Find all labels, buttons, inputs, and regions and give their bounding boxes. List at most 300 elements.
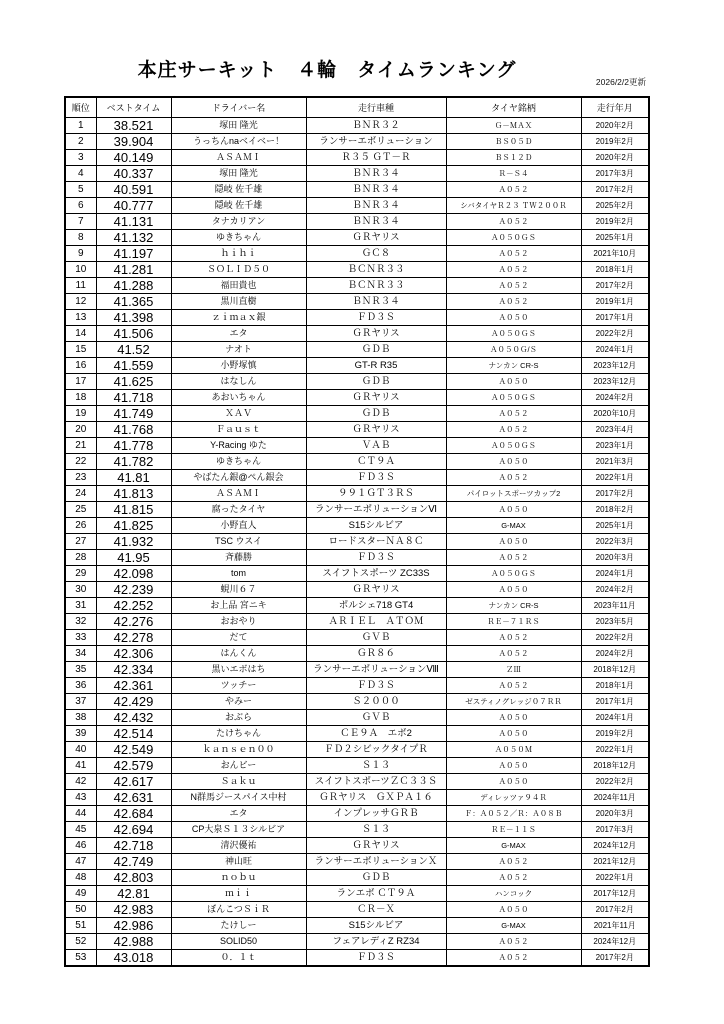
table-row xyxy=(65,678,649,694)
date-cell: 2024年12月 xyxy=(581,838,649,854)
car-cell: ＢＮＲ３４ xyxy=(306,294,446,310)
document-header xyxy=(64,56,648,92)
tire-cell: Ａ０５２ xyxy=(446,294,581,310)
tire-cell: Ａ０５０ xyxy=(446,902,581,918)
time-cell: 39.904 xyxy=(96,134,171,150)
tire-cell: ナンカン CR-S xyxy=(446,358,581,374)
time-cell: 42.549 xyxy=(96,742,171,758)
time-cell: 41.132 xyxy=(96,230,171,246)
table-row xyxy=(65,454,649,470)
time-cell: 41.506 xyxy=(96,326,171,342)
date-cell: 2021年12月 xyxy=(581,854,649,870)
date-cell: 2024年11月 xyxy=(581,790,649,806)
rank-cell: 37 xyxy=(65,694,96,710)
tire-cell: ＲＥ－１１Ｓ xyxy=(446,822,581,838)
time-cell: 41.288 xyxy=(96,278,171,294)
date-cell: 2019年1月 xyxy=(581,294,649,310)
time-cell: 41.625 xyxy=(96,374,171,390)
driver-cell: ｚｉｍａｘ銀 xyxy=(171,310,306,326)
date-cell: 2021年11月 xyxy=(581,918,649,934)
tire-cell: Ａ０５０ xyxy=(446,534,581,550)
tire-cell: Ａ０５０ xyxy=(446,710,581,726)
table-row xyxy=(65,166,649,182)
time-cell: 41.813 xyxy=(96,486,171,502)
driver-cell: ぼんこつＳｉＲ xyxy=(171,902,306,918)
driver-cell: 蜆川６７ xyxy=(171,582,306,598)
rank-cell: 35 xyxy=(65,662,96,678)
time-cell: 41.81 xyxy=(96,470,171,486)
time-cell: 41.718 xyxy=(96,390,171,406)
rank-cell: 22 xyxy=(65,454,96,470)
rank-cell: 17 xyxy=(65,374,96,390)
driver-cell: 福田貴也 xyxy=(171,278,306,294)
car-cell: ランサーエボリューションＸ xyxy=(306,854,446,870)
rank-cell: 8 xyxy=(65,230,96,246)
driver-cell: 小野直人 xyxy=(171,518,306,534)
date-cell: 2022年2月 xyxy=(581,326,649,342)
tire-cell: Ａ０５２ xyxy=(446,950,581,967)
rank-cell: 14 xyxy=(65,326,96,342)
car-cell: ＢＣＮＲ３３ xyxy=(306,278,446,294)
tire-cell: Ａ０５２ xyxy=(446,470,581,486)
time-cell: 42.276 xyxy=(96,614,171,630)
date-cell: 2022年3月 xyxy=(581,534,649,550)
date-cell: 2020年2月 xyxy=(581,118,649,134)
rank-cell: 39 xyxy=(65,726,96,742)
driver-cell: ＸＡＶ xyxy=(171,406,306,422)
time-cell: 38.521 xyxy=(96,118,171,134)
tire-cell: Ａ０５２ xyxy=(446,422,581,438)
table-row xyxy=(65,950,649,967)
rank-cell: 51 xyxy=(65,918,96,934)
date-cell: 2024年2月 xyxy=(581,646,649,662)
car-cell: ＧＤＢ xyxy=(306,406,446,422)
rank-cell: 49 xyxy=(65,886,96,902)
tire-cell: Ａ０５２ xyxy=(446,278,581,294)
tire-cell: ナンカン CR-S xyxy=(446,598,581,614)
car-cell: スイフトスポーツ ZC33S xyxy=(306,566,446,582)
driver-cell: CP大泉Ｓ１３シルビア xyxy=(171,822,306,838)
tire-cell: Ａ０５０ＧＳ xyxy=(446,390,581,406)
car-cell: ＧＲヤリス xyxy=(306,582,446,598)
time-cell: 42.252 xyxy=(96,598,171,614)
page-title: 本庄サーキット ４輪 タイムランキング xyxy=(137,60,517,81)
table-row xyxy=(65,406,649,422)
time-cell: 42.803 xyxy=(96,870,171,886)
date-cell: 2017年3月 xyxy=(581,822,649,838)
column-header-driver: ドライバー名 xyxy=(171,97,306,118)
tire-cell: Ａ０５０ xyxy=(446,774,581,790)
date-cell: 2017年3月 xyxy=(581,166,649,182)
table-row xyxy=(65,198,649,214)
tire-cell: G-MAX xyxy=(446,918,581,934)
car-cell: ＦＤ３Ｓ xyxy=(306,470,446,486)
column-header-car: 走行車種 xyxy=(306,97,446,118)
driver-cell: ゆきちゃん xyxy=(171,230,306,246)
rank-cell: 34 xyxy=(65,646,96,662)
tire-cell: Ａ０５２ xyxy=(446,550,581,566)
car-cell: S15シルビア xyxy=(306,918,446,934)
car-cell: S15シルビア xyxy=(306,518,446,534)
driver-cell: SOLID50 xyxy=(171,934,306,950)
table-row xyxy=(65,486,649,502)
driver-cell: はなしん xyxy=(171,374,306,390)
date-cell: 2020年3月 xyxy=(581,806,649,822)
tire-cell: ＢＳ０５Ｄ xyxy=(446,134,581,150)
car-cell: ＦＤ３Ｓ xyxy=(306,550,446,566)
date-cell: 2024年1月 xyxy=(581,342,649,358)
tire-cell: Ａ０５２ xyxy=(446,182,581,198)
driver-cell: ＳＯＬＩＤ５０ xyxy=(171,262,306,278)
rank-cell: 43 xyxy=(65,790,96,806)
rank-cell: 53 xyxy=(65,950,96,967)
date-cell: 2023年12月 xyxy=(581,374,649,390)
table-row xyxy=(65,118,649,134)
driver-cell: TSC ウスイ xyxy=(171,534,306,550)
date-cell: 2023年1月 xyxy=(581,438,649,454)
table-row xyxy=(65,262,649,278)
car-cell: ＧＲヤリス xyxy=(306,230,446,246)
car-cell: Ｓ２０００ xyxy=(306,694,446,710)
rank-cell: 3 xyxy=(65,150,96,166)
date-cell: 2022年1月 xyxy=(581,870,649,886)
time-cell: 41.95 xyxy=(96,550,171,566)
date-cell: 2018年2月 xyxy=(581,502,649,518)
rank-cell: 7 xyxy=(65,214,96,230)
car-cell: インプレッサＧＲＢ xyxy=(306,806,446,822)
car-cell: Ｓ１３ xyxy=(306,822,446,838)
car-cell: ＧＲ８６ xyxy=(306,646,446,662)
table-row xyxy=(65,790,649,806)
car-cell: ＧＶＢ xyxy=(306,710,446,726)
table-row xyxy=(65,422,649,438)
table-row xyxy=(65,694,649,710)
time-cell: 42.239 xyxy=(96,582,171,598)
driver-cell: ｎｏｂｕ xyxy=(171,870,306,886)
table-row xyxy=(65,726,649,742)
date-cell: 2019年2月 xyxy=(581,214,649,230)
rank-cell: 24 xyxy=(65,486,96,502)
car-cell: ＧＣ８ xyxy=(306,246,446,262)
date-cell: 2023年5月 xyxy=(581,614,649,630)
table-row xyxy=(65,502,649,518)
car-cell: ＧＲヤリス ＧＸＰＡ１６ xyxy=(306,790,446,806)
driver-cell: だて xyxy=(171,630,306,646)
driver-cell: 神山旺 xyxy=(171,854,306,870)
car-cell: ＢＮＲ３４ xyxy=(306,198,446,214)
car-cell: ＶＡＢ xyxy=(306,438,446,454)
table-row xyxy=(65,246,649,262)
driver-cell: たけしー xyxy=(171,918,306,934)
date-cell: 2022年2月 xyxy=(581,774,649,790)
car-cell: ランサーエボリューション xyxy=(306,134,446,150)
time-cell: 42.749 xyxy=(96,854,171,870)
time-cell: 42.986 xyxy=(96,918,171,934)
car-cell: ランサーエボリューションⅧ xyxy=(306,662,446,678)
updated-date: 2026/2/2更新 xyxy=(595,77,646,87)
driver-cell: 清沢優祐 xyxy=(171,838,306,854)
car-cell: Ｒ３５ ＧＴ－Ｒ xyxy=(306,150,446,166)
tire-cell: ディレッツァ９４Ｒ xyxy=(446,790,581,806)
rank-cell: 52 xyxy=(65,934,96,950)
date-cell: 2024年2月 xyxy=(581,582,649,598)
tire-cell: Ａ０５２ xyxy=(446,678,581,694)
table-row xyxy=(65,822,649,838)
car-cell: Ｓ１３ xyxy=(306,758,446,774)
driver-cell: Y-Racing ゆた xyxy=(171,438,306,454)
table-row xyxy=(65,294,649,310)
date-cell: 2022年1月 xyxy=(581,470,649,486)
time-cell: 41.815 xyxy=(96,502,171,518)
date-cell: 2024年2月 xyxy=(581,390,649,406)
date-cell: 2021年10月 xyxy=(581,246,649,262)
car-cell: ＧＲヤリス xyxy=(306,390,446,406)
date-cell: 2017年2月 xyxy=(581,182,649,198)
table-row xyxy=(65,566,649,582)
rank-cell: 13 xyxy=(65,310,96,326)
driver-cell: 塚田 隆光 xyxy=(171,118,306,134)
time-cell: 41.749 xyxy=(96,406,171,422)
tire-cell: Ａ０５２ xyxy=(446,854,581,870)
table-row xyxy=(65,358,649,374)
time-cell: 43.018 xyxy=(96,950,171,967)
driver-cell: 塚田 隆光 xyxy=(171,166,306,182)
table-row xyxy=(65,934,649,950)
car-cell: ＦＤ３Ｓ xyxy=(306,678,446,694)
rank-cell: 12 xyxy=(65,294,96,310)
tire-cell: パイロットスポーツカップ2 xyxy=(446,486,581,502)
tire-cell: G-MAX xyxy=(446,518,581,534)
tire-cell: Ａ０５０ xyxy=(446,374,581,390)
driver-cell: 腐ったタイヤ xyxy=(171,502,306,518)
rank-cell: 32 xyxy=(65,614,96,630)
car-cell: ポルシェ718 GT4 xyxy=(306,598,446,614)
driver-cell: はんくん xyxy=(171,646,306,662)
rank-cell: 44 xyxy=(65,806,96,822)
date-cell: 2017年2月 xyxy=(581,278,649,294)
car-cell: ＦＤ３Ｓ xyxy=(306,310,446,326)
table-row xyxy=(65,630,649,646)
time-cell: 41.768 xyxy=(96,422,171,438)
ranking-table-body xyxy=(65,118,649,967)
rank-cell: 41 xyxy=(65,758,96,774)
car-cell: ＢＮＲ３４ xyxy=(306,182,446,198)
time-cell: 42.718 xyxy=(96,838,171,854)
rank-cell: 11 xyxy=(65,278,96,294)
time-cell: 41.778 xyxy=(96,438,171,454)
table-row xyxy=(65,310,649,326)
car-cell: ＧＲヤリス xyxy=(306,326,446,342)
date-cell: 2018年1月 xyxy=(581,678,649,694)
rank-cell: 25 xyxy=(65,502,96,518)
tire-cell: ＺⅢ xyxy=(446,662,581,678)
car-cell: ＧＤＢ xyxy=(306,342,446,358)
car-cell: ＣＴ９Ａ xyxy=(306,454,446,470)
time-cell: 42.988 xyxy=(96,934,171,950)
table-row xyxy=(65,614,649,630)
car-cell: ＢＮＲ３４ xyxy=(306,166,446,182)
driver-cell: たけちゃん xyxy=(171,726,306,742)
time-cell: 41.825 xyxy=(96,518,171,534)
time-cell: 42.514 xyxy=(96,726,171,742)
table-row xyxy=(65,326,649,342)
date-cell: 2018年12月 xyxy=(581,758,649,774)
table-row xyxy=(65,230,649,246)
tire-cell: Ａ０５０ xyxy=(446,502,581,518)
time-cell: 41.398 xyxy=(96,310,171,326)
car-cell: ＧＤＢ xyxy=(306,870,446,886)
header-row xyxy=(65,97,649,118)
rank-cell: 48 xyxy=(65,870,96,886)
driver-cell: ＡＳＡＭＩ xyxy=(171,150,306,166)
date-cell: 2023年11月 xyxy=(581,598,649,614)
driver-cell: やみー xyxy=(171,694,306,710)
car-cell: ＧＤＢ xyxy=(306,374,446,390)
time-cell: 41.932 xyxy=(96,534,171,550)
car-cell: ＢＣＮＲ３３ xyxy=(306,262,446,278)
rank-cell: 38 xyxy=(65,710,96,726)
time-cell: 42.81 xyxy=(96,886,171,902)
column-header-tire: タイヤ銘柄 xyxy=(446,97,581,118)
table-row xyxy=(65,550,649,566)
date-cell: 2024年1月 xyxy=(581,566,649,582)
table-row xyxy=(65,598,649,614)
driver-cell: 隠岐 佐千雄 xyxy=(171,182,306,198)
time-cell: 41.782 xyxy=(96,454,171,470)
driver-cell: ゆきちゃん xyxy=(171,454,306,470)
tire-cell: ゼスティノグレッジ０７ＲＲ xyxy=(446,694,581,710)
driver-cell: おんビー xyxy=(171,758,306,774)
time-cell: 42.983 xyxy=(96,902,171,918)
tire-cell: Ａ０５２ xyxy=(446,630,581,646)
rank-cell: 15 xyxy=(65,342,96,358)
rank-cell: 50 xyxy=(65,902,96,918)
tire-cell: Ａ０５２ xyxy=(446,214,581,230)
date-cell: 2025年2月 xyxy=(581,198,649,214)
tire-cell: ＢＳ１２Ｄ xyxy=(446,150,581,166)
rank-cell: 29 xyxy=(65,566,96,582)
car-cell: ランエボ ＣＴ９Ａ xyxy=(306,886,446,902)
rank-cell: 19 xyxy=(65,406,96,422)
rank-cell: 6 xyxy=(65,198,96,214)
date-cell: 2022年1月 xyxy=(581,742,649,758)
driver-cell: ナオト xyxy=(171,342,306,358)
rank-cell: 36 xyxy=(65,678,96,694)
table-row xyxy=(65,742,649,758)
tire-cell: Ａ０５０ＧＳ xyxy=(446,566,581,582)
table-row xyxy=(65,886,649,902)
driver-cell: 斉藤勝 xyxy=(171,550,306,566)
time-cell: 42.306 xyxy=(96,646,171,662)
table-row xyxy=(65,278,649,294)
time-cell: 40.149 xyxy=(96,150,171,166)
tire-cell: Ａ０５２ xyxy=(446,870,581,886)
driver-cell: ｋａｎｓｅｎ００ xyxy=(171,742,306,758)
table-row xyxy=(65,470,649,486)
rank-cell: 42 xyxy=(65,774,96,790)
date-cell: 2022年2月 xyxy=(581,630,649,646)
date-cell: 2024年1月 xyxy=(581,710,649,726)
driver-cell: 小野塚慎 xyxy=(171,358,306,374)
table-row xyxy=(65,838,649,854)
table-row xyxy=(65,390,649,406)
rank-cell: 46 xyxy=(65,838,96,854)
rank-cell: 16 xyxy=(65,358,96,374)
time-cell: 41.197 xyxy=(96,246,171,262)
rank-cell: 1 xyxy=(65,118,96,134)
tire-cell: Ａ０５２ xyxy=(446,934,581,950)
driver-cell: やばたん銀@ぺん銀会 xyxy=(171,470,306,486)
table-row xyxy=(65,438,649,454)
rank-cell: 2 xyxy=(65,134,96,150)
tire-cell: Ａ０５２ xyxy=(446,262,581,278)
ranking-table xyxy=(64,96,650,967)
time-cell: 42.361 xyxy=(96,678,171,694)
car-cell: ＢＮＲ３４ xyxy=(306,214,446,230)
tire-cell: ＲＥ－７１ＲＳ xyxy=(446,614,581,630)
car-cell: GT-R R35 xyxy=(306,358,446,374)
car-cell: ランサーエボリューションⅥ xyxy=(306,502,446,518)
tire-cell: Ａ０５０ xyxy=(446,726,581,742)
time-cell: 42.684 xyxy=(96,806,171,822)
driver-cell: ｈｉｈｉ xyxy=(171,246,306,262)
tire-cell: ハンコック xyxy=(446,886,581,902)
time-cell: 41.52 xyxy=(96,342,171,358)
tire-cell: Ｒ－Ｓ４ xyxy=(446,166,581,182)
rank-cell: 10 xyxy=(65,262,96,278)
date-cell: 2020年2月 xyxy=(581,150,649,166)
rank-cell: 20 xyxy=(65,422,96,438)
date-cell: 2019年2月 xyxy=(581,726,649,742)
rank-cell: 45 xyxy=(65,822,96,838)
car-cell: ＦＤ３Ｓ xyxy=(306,950,446,967)
driver-cell: うっちんnaベイベー！ xyxy=(171,134,306,150)
rank-cell: 5 xyxy=(65,182,96,198)
table-row xyxy=(65,182,649,198)
tire-cell: Ｇ－ＭＡＸ xyxy=(446,118,581,134)
date-cell: 2023年12月 xyxy=(581,358,649,374)
rank-cell: 4 xyxy=(65,166,96,182)
time-cell: 41.281 xyxy=(96,262,171,278)
date-cell: 2024年12月 xyxy=(581,934,649,950)
table-row xyxy=(65,646,649,662)
car-cell: ＡＲＩＥＬ ＡＴＯＭ xyxy=(306,614,446,630)
table-row xyxy=(65,854,649,870)
driver-cell: エタ xyxy=(171,806,306,822)
tire-cell: Ａ０５０ xyxy=(446,758,581,774)
table-row xyxy=(65,662,649,678)
rank-cell: 23 xyxy=(65,470,96,486)
car-cell: ＣＥ９Ａ エボ2 xyxy=(306,726,446,742)
table-row xyxy=(65,918,649,934)
time-cell: 42.617 xyxy=(96,774,171,790)
table-row xyxy=(65,214,649,230)
car-cell: ＦＤ２シビックタイプＲ xyxy=(306,742,446,758)
rank-cell: 9 xyxy=(65,246,96,262)
driver-cell: おおやり xyxy=(171,614,306,630)
table-row xyxy=(65,710,649,726)
date-cell: 2020年3月 xyxy=(581,550,649,566)
tire-cell: Ａ０５０ xyxy=(446,582,581,598)
date-cell: 2017年1月 xyxy=(581,694,649,710)
time-cell: 42.631 xyxy=(96,790,171,806)
car-cell: ロードスターＮＡ８Ｃ xyxy=(306,534,446,550)
driver-cell: Ｓａｋｕ xyxy=(171,774,306,790)
table-row xyxy=(65,374,649,390)
column-header-rank: 順位 xyxy=(65,97,96,118)
time-cell: 40.337 xyxy=(96,166,171,182)
date-cell: 2017年12月 xyxy=(581,886,649,902)
